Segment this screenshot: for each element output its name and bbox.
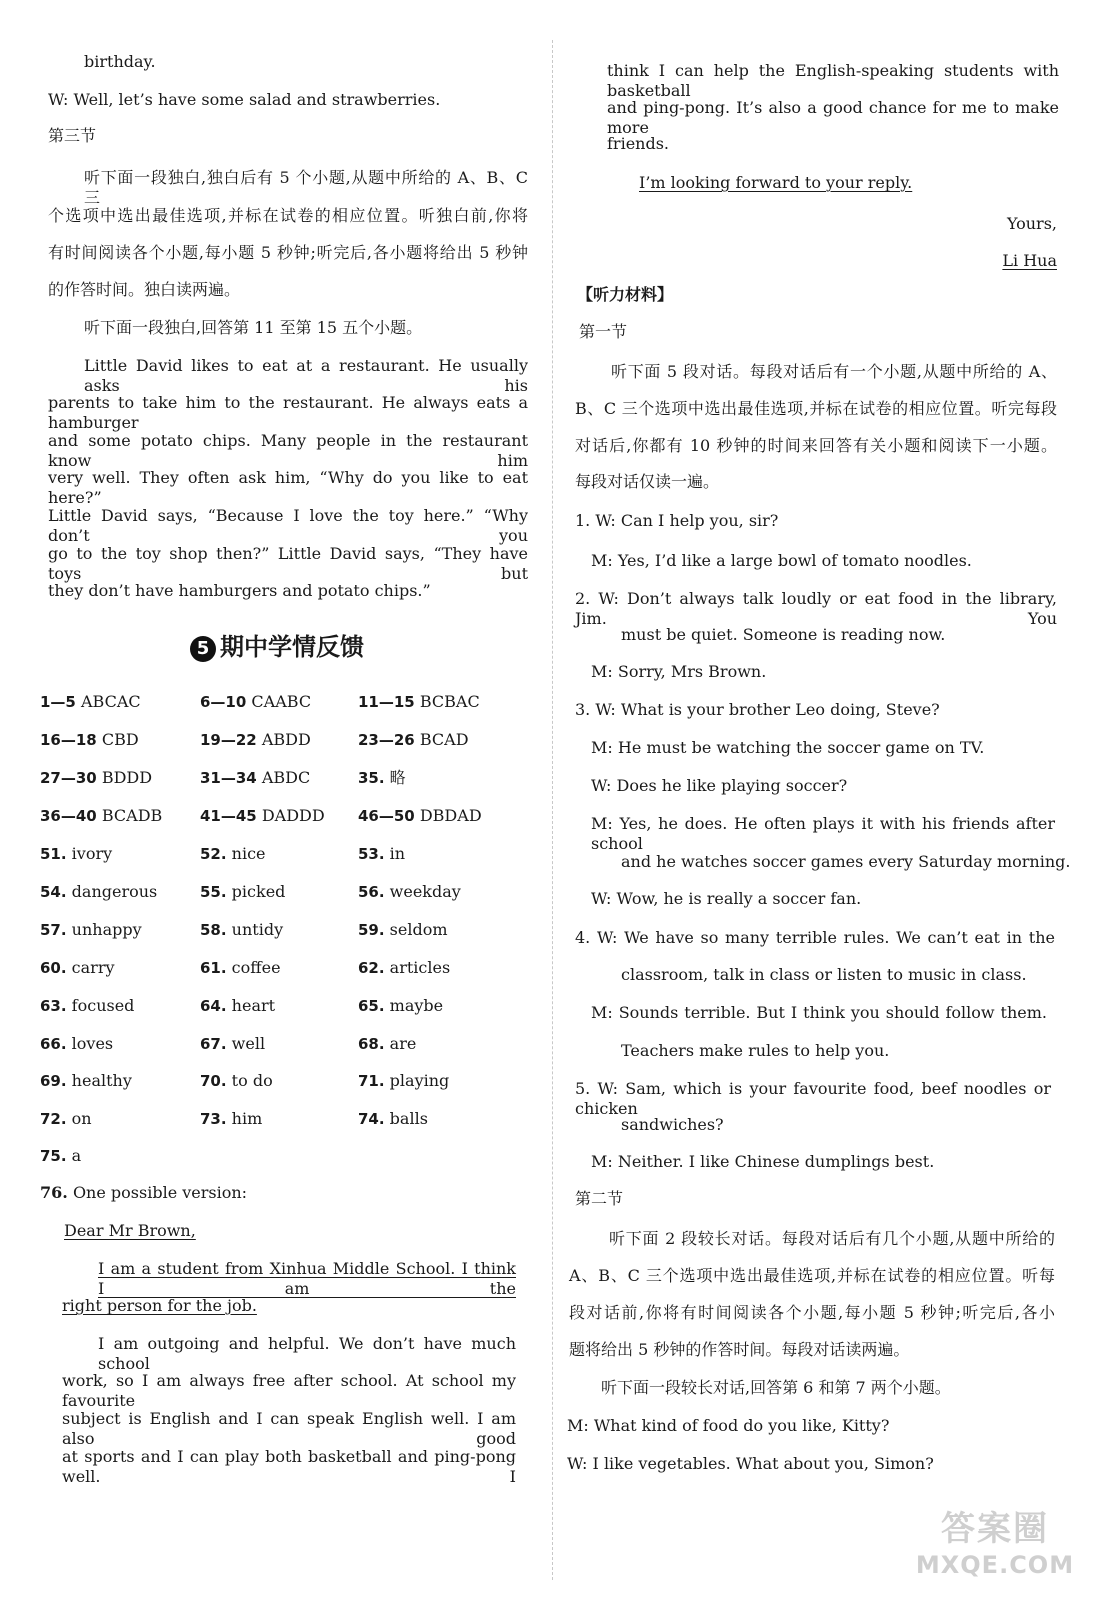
answer-number: 11—15 xyxy=(358,693,415,711)
dialogue-line: Teachers make rules to help you. xyxy=(621,1041,890,1060)
letter-line: think I can help the English-speaking students with basketball xyxy=(607,61,1059,100)
answer-number: 64. xyxy=(200,997,227,1015)
answer-item xyxy=(200,692,311,712)
answer-item xyxy=(40,1071,132,1091)
answer-item xyxy=(40,1146,81,1166)
instruction-line: 听下面一段较长对话,回答第 6 和第 7 两个小题。 xyxy=(601,1378,951,1397)
dialogue-line: M: Neither. I like Chinese dumplings best. xyxy=(591,1152,935,1171)
dialogue-line: 2. W: Don’t always talk loudly or eat food in the library, Jim. You xyxy=(575,589,1057,628)
paragraph-line: 有时间阅读各个小题,每小题 5 秒钟;听完后,各小题将给出 5 秒钟 xyxy=(48,243,528,262)
answer-value: CBD xyxy=(101,730,139,749)
paragraph-line: 题将给出 5 秒钟的作答时间。每段对话读两遍。 xyxy=(569,1340,910,1359)
answer-value: nice xyxy=(231,844,266,863)
dialogue-line: must be quiet. Someone is reading now. xyxy=(621,625,946,644)
answer-number: 59. xyxy=(358,921,385,939)
answer-number: 55. xyxy=(200,883,227,901)
answer-item xyxy=(40,730,139,750)
answer-number: 35. xyxy=(358,769,385,787)
letter-closing-line: I’m looking forward to your reply. xyxy=(639,173,913,192)
section-number-badge: 5 xyxy=(190,636,216,662)
letter-line: I am a student from Xinhua Middle School. I think I am the xyxy=(98,1259,516,1298)
letter-line: and ping-pong. It’s also a good chance for me to make more xyxy=(607,98,1059,137)
answer-item xyxy=(40,1034,113,1054)
paragraph-line: 段对话前,你将有时间阅读各个小题,每小题 5 秒钟;听完后,各小 xyxy=(569,1303,1055,1322)
answer-value: picked xyxy=(231,882,286,901)
answer-item xyxy=(200,1109,262,1129)
answer-value: articles xyxy=(389,958,451,977)
dialogue-line: sandwiches? xyxy=(621,1115,724,1134)
answer-number: 31—34 xyxy=(200,769,257,787)
answer-item xyxy=(358,1034,416,1054)
letter-salutation: Dear Mr Brown, xyxy=(64,1221,196,1240)
answer-number: 71. xyxy=(358,1072,385,1090)
answer-number: 62. xyxy=(358,959,385,977)
answer-value: 略 xyxy=(389,768,406,787)
answer-number: 54. xyxy=(40,883,67,901)
letter-signoff: Yours, xyxy=(1006,214,1057,233)
dialogue-line: 5. W: Sam, which is your favourite food, beef noodles or chicken xyxy=(575,1079,1051,1118)
answer-value: to do xyxy=(231,1071,273,1090)
dialogue-line: M: He must be watching the soccer game on TV. xyxy=(591,738,985,757)
answer-item xyxy=(40,1109,92,1129)
answer-item xyxy=(40,806,162,826)
answer-number: 63. xyxy=(40,997,67,1015)
answer-value: ABDD xyxy=(261,730,311,749)
section-title: 期中学情反馈 xyxy=(220,633,364,661)
monologue-line: go to the toy shop then?” Little David says, “They have toys but xyxy=(48,544,528,583)
answer-number: 69. xyxy=(40,1072,67,1090)
watermark-url: MXQE.COM xyxy=(915,1551,1075,1579)
answer-value: are xyxy=(389,1034,417,1053)
answer-item xyxy=(200,1071,273,1091)
answer-item xyxy=(358,882,461,902)
paragraph-line: 每段对话仅读一遍。 xyxy=(575,472,720,491)
answer-number: 73. xyxy=(200,1110,227,1128)
site-watermark xyxy=(905,1508,1085,1588)
dialogue-line: and he watches soccer games every Saturday morning. xyxy=(621,852,1071,871)
answer-item xyxy=(358,768,406,788)
answer-number: 23—26 xyxy=(358,731,415,749)
answer-number: 56. xyxy=(358,883,385,901)
answer-value: heart xyxy=(231,996,276,1015)
answer-item xyxy=(358,920,448,940)
text-line: W: Well, let’s have some salad and strawberries. xyxy=(48,90,441,109)
answer-number: 60. xyxy=(40,959,67,977)
dialogue-line: M: Sounds terrible. But I think you should follow them. xyxy=(591,1003,1047,1022)
dialogue-line: classroom, talk in class or listen to music in class. xyxy=(621,965,1027,984)
answer-value: CAABC xyxy=(251,692,312,711)
answer-item xyxy=(358,996,443,1016)
answer-number: 72. xyxy=(40,1110,67,1128)
answer-item xyxy=(40,882,157,902)
listening-materials-header: 【听力材料】 xyxy=(577,285,674,304)
subsection-title: 第二节 xyxy=(575,1189,624,1208)
answer-value: a xyxy=(71,1146,82,1165)
answer-number: 75. xyxy=(40,1147,67,1165)
text-line: birthday. xyxy=(84,52,156,71)
answer-item xyxy=(40,768,152,788)
answer-number: 51. xyxy=(40,845,67,863)
answer-value: BCAD xyxy=(419,730,469,749)
dialogue-line: W: Wow, he is really a soccer fan. xyxy=(591,889,862,908)
section-heading xyxy=(190,632,364,662)
answer-number: 19—22 xyxy=(200,731,257,749)
answer-item xyxy=(358,806,482,826)
answer-number: 66. xyxy=(40,1035,67,1053)
answer-value: ivory xyxy=(71,844,113,863)
answer-item xyxy=(358,958,450,978)
monologue-line: Little David likes to eat at a restaurant. He usually asks his xyxy=(84,356,528,395)
answer-item xyxy=(358,730,469,750)
answer-item xyxy=(200,882,285,902)
letter-line: right person for the job. xyxy=(62,1296,257,1315)
answer-number: 52. xyxy=(200,845,227,863)
dialogue-line: M: What kind of food do you like, Kitty? xyxy=(567,1416,890,1435)
dialogue-line: M: Yes, he does. He often plays it with his friends after school xyxy=(591,814,1055,853)
answer-number: 46—50 xyxy=(358,807,415,825)
answer-number: 68. xyxy=(358,1035,385,1053)
answer-item xyxy=(200,806,325,826)
answer-value: untidy xyxy=(231,920,284,939)
answer-value: balls xyxy=(389,1109,428,1128)
letter-line: friends. xyxy=(607,134,669,153)
paragraph-line: 听下面 5 段对话。每段对话后有一个小题,从题中所给的 A、 xyxy=(611,362,1057,381)
answer-value: maybe xyxy=(389,996,444,1015)
column-divider xyxy=(552,40,553,1580)
answer-item xyxy=(40,844,112,864)
paragraph-line: 个选项中选出最佳选项,并标在试卷的相应位置。听独白前,你将 xyxy=(48,206,528,225)
answer-value: him xyxy=(231,1109,263,1128)
answer-value: coffee xyxy=(231,958,281,977)
writing-header xyxy=(40,1183,247,1203)
dialogue-line: 4. W: We have so many terrible rules. We can’t eat in the xyxy=(575,928,1055,947)
answer-value: in xyxy=(389,844,406,863)
monologue-line: they don’t have hamburgers and potato chips.” xyxy=(48,581,431,600)
answer-number: 58. xyxy=(200,921,227,939)
dialogue-line: M: Sorry, Mrs Brown. xyxy=(591,662,767,681)
answer-value: well xyxy=(231,1034,266,1053)
answer-number: 67. xyxy=(200,1035,227,1053)
answer-item xyxy=(200,730,311,750)
question-number: 76. xyxy=(40,1183,68,1202)
answer-number: 1—5 xyxy=(40,693,76,711)
answer-number: 41—45 xyxy=(200,807,257,825)
letter-signature: Li Hua xyxy=(1002,251,1057,270)
answer-value: healthy xyxy=(71,1071,132,1090)
answer-item xyxy=(358,692,480,712)
letter-line: subject is English and I can speak English well. I am also good xyxy=(62,1409,516,1448)
answer-value: BDDD xyxy=(101,768,153,787)
answer-item xyxy=(40,920,142,940)
dialogue-line: 3. W: What is your brother Leo doing, Steve? xyxy=(575,700,940,719)
answer-item xyxy=(40,996,134,1016)
answer-value: weekday xyxy=(389,882,461,901)
answer-value: DBDAD xyxy=(419,806,482,825)
answer-item xyxy=(200,958,281,978)
answer-value: BCBAC xyxy=(419,692,480,711)
letter-line: I am outgoing and helpful. We don’t have much school xyxy=(98,1334,516,1373)
answer-number: 27—30 xyxy=(40,769,97,787)
answer-value: ABDC xyxy=(261,768,311,787)
answer-number: 61. xyxy=(200,959,227,977)
monologue-line: and some potato chips. Many people in the restaurant know him xyxy=(48,431,528,470)
paragraph-line: 听下面 2 段较长对话。每段对话后有几个小题,从题中所给的 xyxy=(609,1229,1055,1248)
answer-value: on xyxy=(71,1109,92,1128)
dialogue-line: W: Does he like playing soccer? xyxy=(591,776,848,795)
answer-number: 57. xyxy=(40,921,67,939)
paragraph-line: A、B、C 三个选项中选出最佳选项,并标在试卷的相应位置。听每 xyxy=(569,1266,1055,1285)
answer-value: BCADB xyxy=(101,806,163,825)
watermark-logo-text: 答案圈 xyxy=(941,1509,1049,1549)
answer-value: dangerous xyxy=(71,882,158,901)
answer-item xyxy=(200,768,310,788)
paragraph-line: 听下面一段独白,独白后有 5 个小题,从题中所给的 A、B、C 三 xyxy=(84,168,528,207)
answer-item xyxy=(40,958,115,978)
answer-number: 65. xyxy=(358,997,385,1015)
dialogue-line: M: Yes, I’d like a large bowl of tomato noodles. xyxy=(591,551,972,570)
answer-item xyxy=(200,920,283,940)
writing-intro: One possible version: xyxy=(72,1183,248,1202)
answer-item xyxy=(200,844,266,864)
monologue-line: very well. They often ask him, “Why do you like to eat here?” xyxy=(48,468,528,507)
answer-item xyxy=(358,1071,449,1091)
answer-number: 6—10 xyxy=(200,693,247,711)
answer-value: seldom xyxy=(389,920,448,939)
answer-item xyxy=(358,1109,428,1129)
answer-item xyxy=(200,996,275,1016)
answer-number: 74. xyxy=(358,1110,385,1128)
answer-number: 16—18 xyxy=(40,731,97,749)
subsection-title: 第一节 xyxy=(579,322,628,341)
answer-item xyxy=(40,692,141,712)
letter-line: at sports and I can play both basketball and ping-pong well. I xyxy=(62,1447,516,1486)
answer-number: 53. xyxy=(358,845,385,863)
monologue-line: Little David says, “Because I love the toy here.” “Why don’t you xyxy=(48,506,528,545)
paragraph-line: 的作答时间。独白读两遍。 xyxy=(48,280,241,299)
answer-item xyxy=(358,844,405,864)
answer-value: DADDD xyxy=(261,806,325,825)
dialogue-line: W: I like vegetables. What about you, Simon? xyxy=(567,1454,934,1473)
dialogue-line: 1. W: Can I help you, sir? xyxy=(575,511,779,530)
answer-item xyxy=(200,1034,265,1054)
subsection-title: 第三节 xyxy=(48,126,97,145)
answer-value: loves xyxy=(71,1034,114,1053)
answer-value: unhappy xyxy=(71,920,142,939)
answer-value: carry xyxy=(71,958,115,977)
answer-number: 36—40 xyxy=(40,807,97,825)
answer-value: playing xyxy=(389,1071,450,1090)
answer-number: 70. xyxy=(200,1072,227,1090)
instruction-line: 听下面一段独白,回答第 11 至第 15 五个小题。 xyxy=(84,318,423,337)
answer-value: ABCAC xyxy=(80,692,141,711)
letter-line: work, so I am always free after school. At school my favourite xyxy=(62,1371,516,1410)
paragraph-line: B、C 三个选项中选出最佳选项,并标在试卷的相应位置。听完每段 xyxy=(575,399,1057,418)
paragraph-line: 对话后,你都有 10 秒钟的时间来回答有关小题和阅读下一小题。 xyxy=(575,436,1057,455)
answer-value: focused xyxy=(71,996,135,1015)
monologue-line: parents to take him to the restaurant. He always eats a hamburger xyxy=(48,393,528,432)
